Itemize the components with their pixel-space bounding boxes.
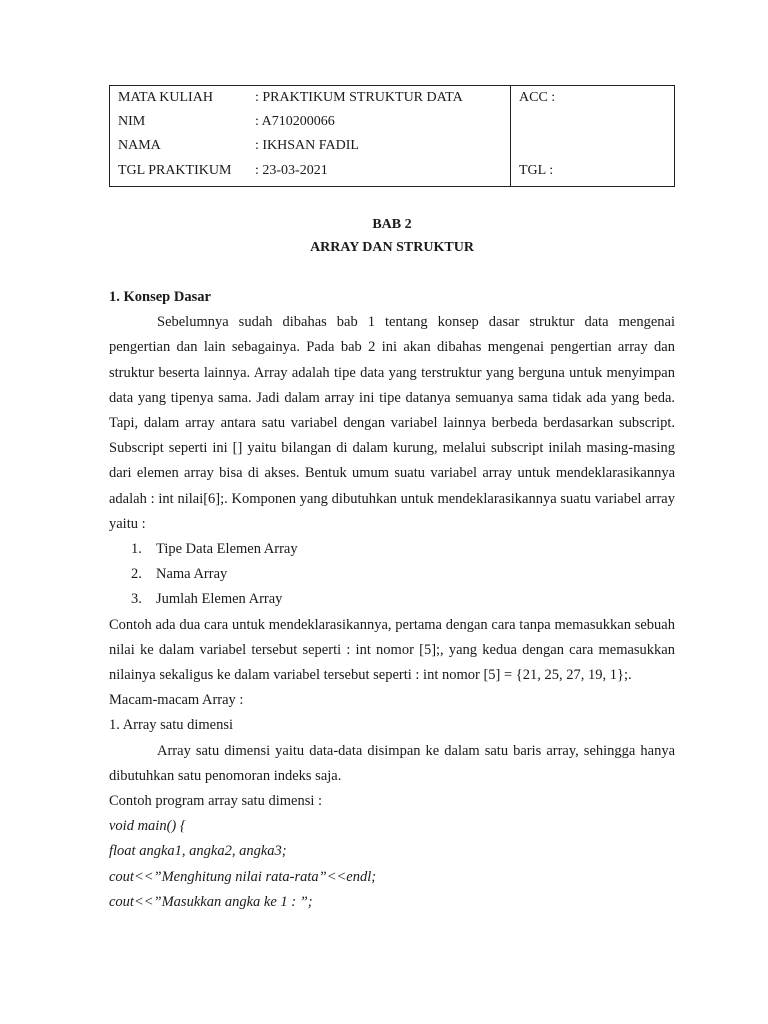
code-line: cout<<”Masukkan angka ke 1 : ”;: [109, 893, 313, 910]
list-number: 2.: [131, 566, 142, 583]
list-item: [109, 587, 675, 612]
list-item: [109, 537, 675, 562]
nim-value: : A710200066: [255, 114, 335, 129]
header-info-box: [109, 85, 675, 187]
chapter-number: BAB 2: [372, 217, 412, 232]
code-line: cout<<”Menghitung nilai rata-rata”<<endl;: [109, 868, 377, 885]
date-label: TGL PRAKTIKUM: [118, 163, 232, 178]
subsection-paragraph: Array satu dimensi yaitu data-data disimpan ke dalam satu baris array, sehingga hanya dibutuhkan satu penomoran indeks saja.: [109, 742, 675, 784]
list-text: Jumlah Elemen Array: [156, 591, 283, 608]
section-heading: 1. Konsep Dasar: [109, 289, 211, 305]
list-text: Tipe Data Elemen Array: [156, 541, 298, 558]
header-divider: [510, 86, 511, 186]
list-text: Nama Array: [156, 566, 228, 583]
list-item: [109, 562, 675, 587]
tgl-label: TGL :: [519, 163, 554, 178]
code-line: float angka1, angka2, angka3;: [109, 843, 287, 860]
name-value: : IKHSAN FADIL: [255, 138, 359, 153]
list-number: 1.: [131, 541, 142, 558]
acc-label: ACC :: [519, 90, 556, 105]
course-label: MATA KULIAH: [118, 90, 213, 105]
example-paragraph: Contoh ada dua cara untuk mendeklarasikannya, pertama dengan cara tanpa memasukkan sebuah nilai ke dalam variabel tersebut seperti : int nomor [5];, yang kedua dengan cara memasukkan nilainya sekaligus ke dalam variabel tersebut seperti : int nomor [5] = {21, 25, 27, 19, 1};.: [109, 616, 675, 684]
array-types-heading: Macam-macam Array :: [109, 692, 244, 709]
subsection-heading: 1. Array satu dimensi: [109, 717, 234, 734]
chapter-title: ARRAY DAN STRUKTUR: [310, 240, 474, 255]
list-number: 3.: [131, 591, 142, 608]
code-line: void main() {: [109, 818, 186, 835]
nim-label: NIM: [118, 114, 146, 129]
component-list: [109, 537, 675, 613]
name-label: NAMA: [118, 138, 161, 153]
main-content: [109, 285, 675, 915]
program-heading: Contoh program array satu dimensi :: [109, 793, 323, 810]
intro-paragraph: Sebelumnya sudah dibahas bab 1 tentang konsep dasar struktur data mengenai pengertian dan lain sebagainya. Pada bab 2 ini akan dibahas mengenai pengertian array dan struktur beserta lainnya. Array adalah tipe data yang terstruktur yang berguna untuk menyimpan data yang tipenya sama. Jadi dalam array ini tipe datanya semuanya sama tidak ada yang beda. Tapi, dalam array antara satu variabel dengan variabel lainnya berbeda berdasarkan subscript. Subscript seperti ini [] yaitu bilangan di dalam kurung, melalui subscript inilah masing-masing dari elemen array bisa di akses. Bentuk umum suatu variabel array untuk mendeklarasikannya adalah : int nilai[6];. Komponen yang dibutuhkan untuk mendeklarasikannya suatu variabel array yaitu :: [109, 314, 675, 532]
course-value: : PRAKTIKUM STRUKTUR DATA: [255, 90, 463, 105]
date-value: : 23-03-2021: [255, 163, 328, 178]
